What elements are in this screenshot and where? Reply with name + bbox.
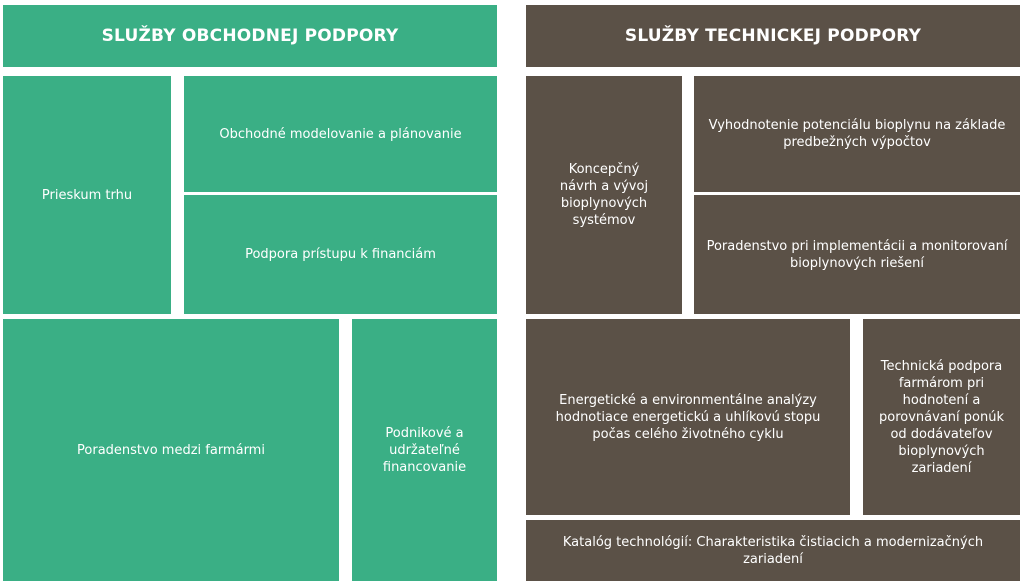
box-market-research xyxy=(3,76,171,314)
box-business-modeling xyxy=(184,76,497,192)
box-lifecycle-analyses-label: Energetické a environmentálne analýzy hodnotiace energetickú a uhlíkovú stopu počas celého životného cyklu xyxy=(555,392,821,442)
box-technology-catalog xyxy=(526,520,1020,581)
box-sustainable-finance xyxy=(352,319,497,581)
box-technology-catalog-label: Katalóg technológií: Charakteristika čistiacich a modernizačných zariadení xyxy=(562,534,984,567)
box-peer-advisory xyxy=(3,319,339,581)
box-conceptual-design xyxy=(526,76,682,314)
technical-support-title: SLUŽBY TECHNICKEJ PODPORY xyxy=(624,25,922,46)
box-implementation-advisory xyxy=(694,195,1020,314)
box-peer-advisory-label: Poradenstvo medzi farmármi xyxy=(77,442,265,458)
box-farmer-technical-support-label: Technická podpora farmárom pri hodnotení a porovnávaní ponúk od dodávateľov bioplynových zariadení xyxy=(879,358,1004,476)
box-finance-access xyxy=(184,195,497,314)
box-lifecycle-analyses xyxy=(526,319,850,515)
business-support-header xyxy=(3,5,497,67)
box-business-modeling-label: Obchodné modelovanie a plánovanie xyxy=(219,126,462,142)
box-finance-access-label: Podpora prístupu k financiám xyxy=(245,247,436,262)
box-sustainable-finance-label: Podnikové a udržateľné financovanie xyxy=(382,425,467,475)
box-potential-evaluation xyxy=(694,76,1020,192)
business-support-title: SLUŽBY OBCHODNEJ PODPORY xyxy=(101,25,399,46)
technical-support-header xyxy=(526,5,1020,67)
box-conceptual-design-label: Koncepčný návrh a vývoj bioplynových systémov xyxy=(559,162,649,228)
box-market-research-label: Prieskum trhu xyxy=(41,187,133,203)
box-potential-evaluation-label: Vyhodnotenie potenciálu bioplynu na základe predbežných výpočtov xyxy=(708,118,1006,150)
box-farmer-technical-support xyxy=(863,319,1020,515)
box-implementation-advisory-label: Poradenstvo pri implementácii a monitorovaní bioplynových riešení xyxy=(706,238,1008,271)
